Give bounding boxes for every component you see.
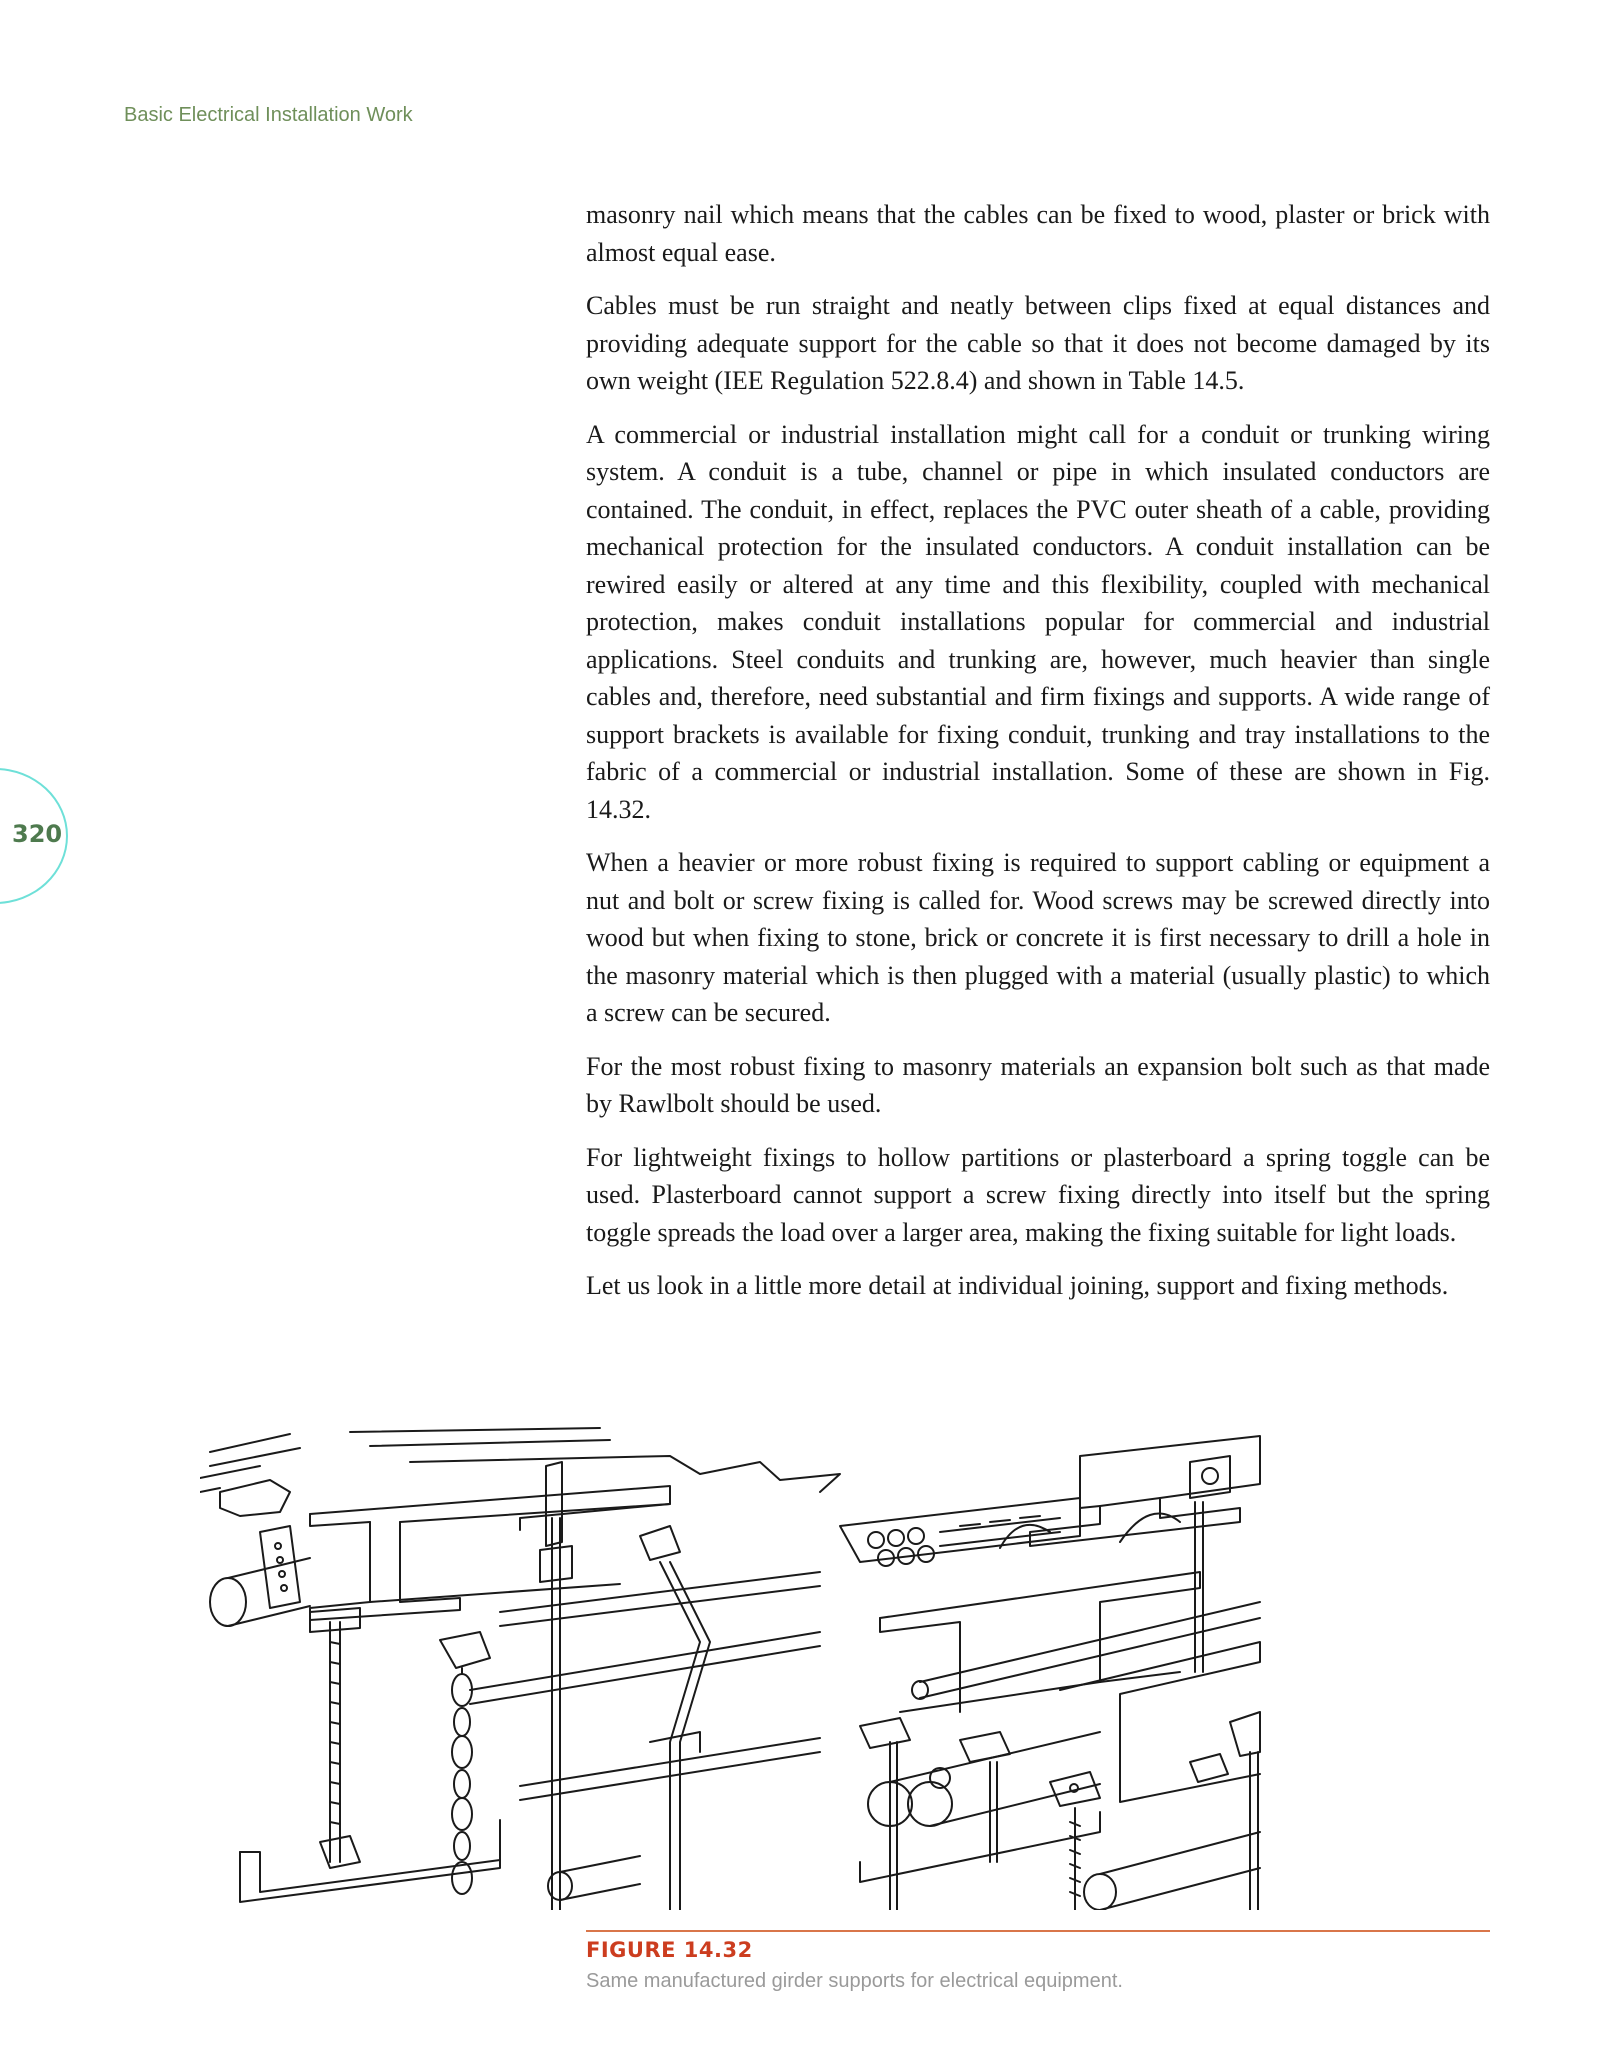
paragraph: Cables must be run straight and neatly between clips fixed at equal distances and providing adequate support for the cable so that it does not become damaged by its own weight (IEE Regulation 522.8.4) and shown in Table 14.5.: [586, 291, 1490, 395]
figure-divider: [586, 1930, 1490, 1932]
figure-label: FIGURE 14.32: [586, 1938, 753, 1962]
paragraph: When a heavier or more robust fixing is required to support cabling or equipment a nut and bolt or screw fixing is called for. Wood screws may be screwed directly into wood but when fixing to stone, brick or concrete it is first necessary to drill a hole in the masonry material which is then plugged with a material (usually plastic) to which a screw can be secured.: [586, 848, 1490, 1027]
paragraph: Let us look in a little more detail at individual joining, support and fixing methods.: [586, 1271, 1449, 1300]
figure-caption: Same manufactured girder supports for electrical equipment.: [586, 1970, 1123, 1992]
girder-supports-left-drawing: [200, 1428, 840, 1910]
body-text: [586, 196, 1490, 1321]
paragraph: For the most robust fixing to masonry materials an expansion bolt such as that made by Rawlbolt should be used.: [586, 1051, 1490, 1118]
figure-illustration: [200, 1422, 1420, 1910]
running-header: Basic Electrical Installation Work: [124, 104, 413, 126]
paragraph: For lightweight fixings to hollow partitions or plasterboard a spring toggle can be used. Plasterboard cannot support a screw fixing directly into itself but the spring toggle spreads the load over a larger area, making the fixing suitable for light loads.: [586, 1142, 1490, 1247]
paragraph: A commercial or industrial installation might call for a conduit or trunking wiring system. A conduit is a tube, channel or pipe in which insulated conductors are contained. The conduit, in effect, replaces the PVC outer sheath of a cable, providing mechanical protection for the insulated conductors. A conduit installation can be rewired easily or altered at any time and this flexibility, coupled with mechanical protection, makes conduit installations popular for commercial and industrial applications. Steel conduits and trunking are, however, much heavier than single cables and, therefore, need substantial and firm fixings and supports. A wide range of support brackets is available for fixing conduit, trunking and tray installations to the fabric of a commercial or industrial installation. Some of these are shown in Fig. 14.32.: [586, 419, 1490, 824]
paragraph: masonry nail which means that the cables can be fixed to wood, plaster or brick with almost equal ease.: [586, 200, 1490, 267]
girder-supports-right-drawing: [840, 1436, 1260, 1910]
page-number: 320: [12, 820, 63, 848]
